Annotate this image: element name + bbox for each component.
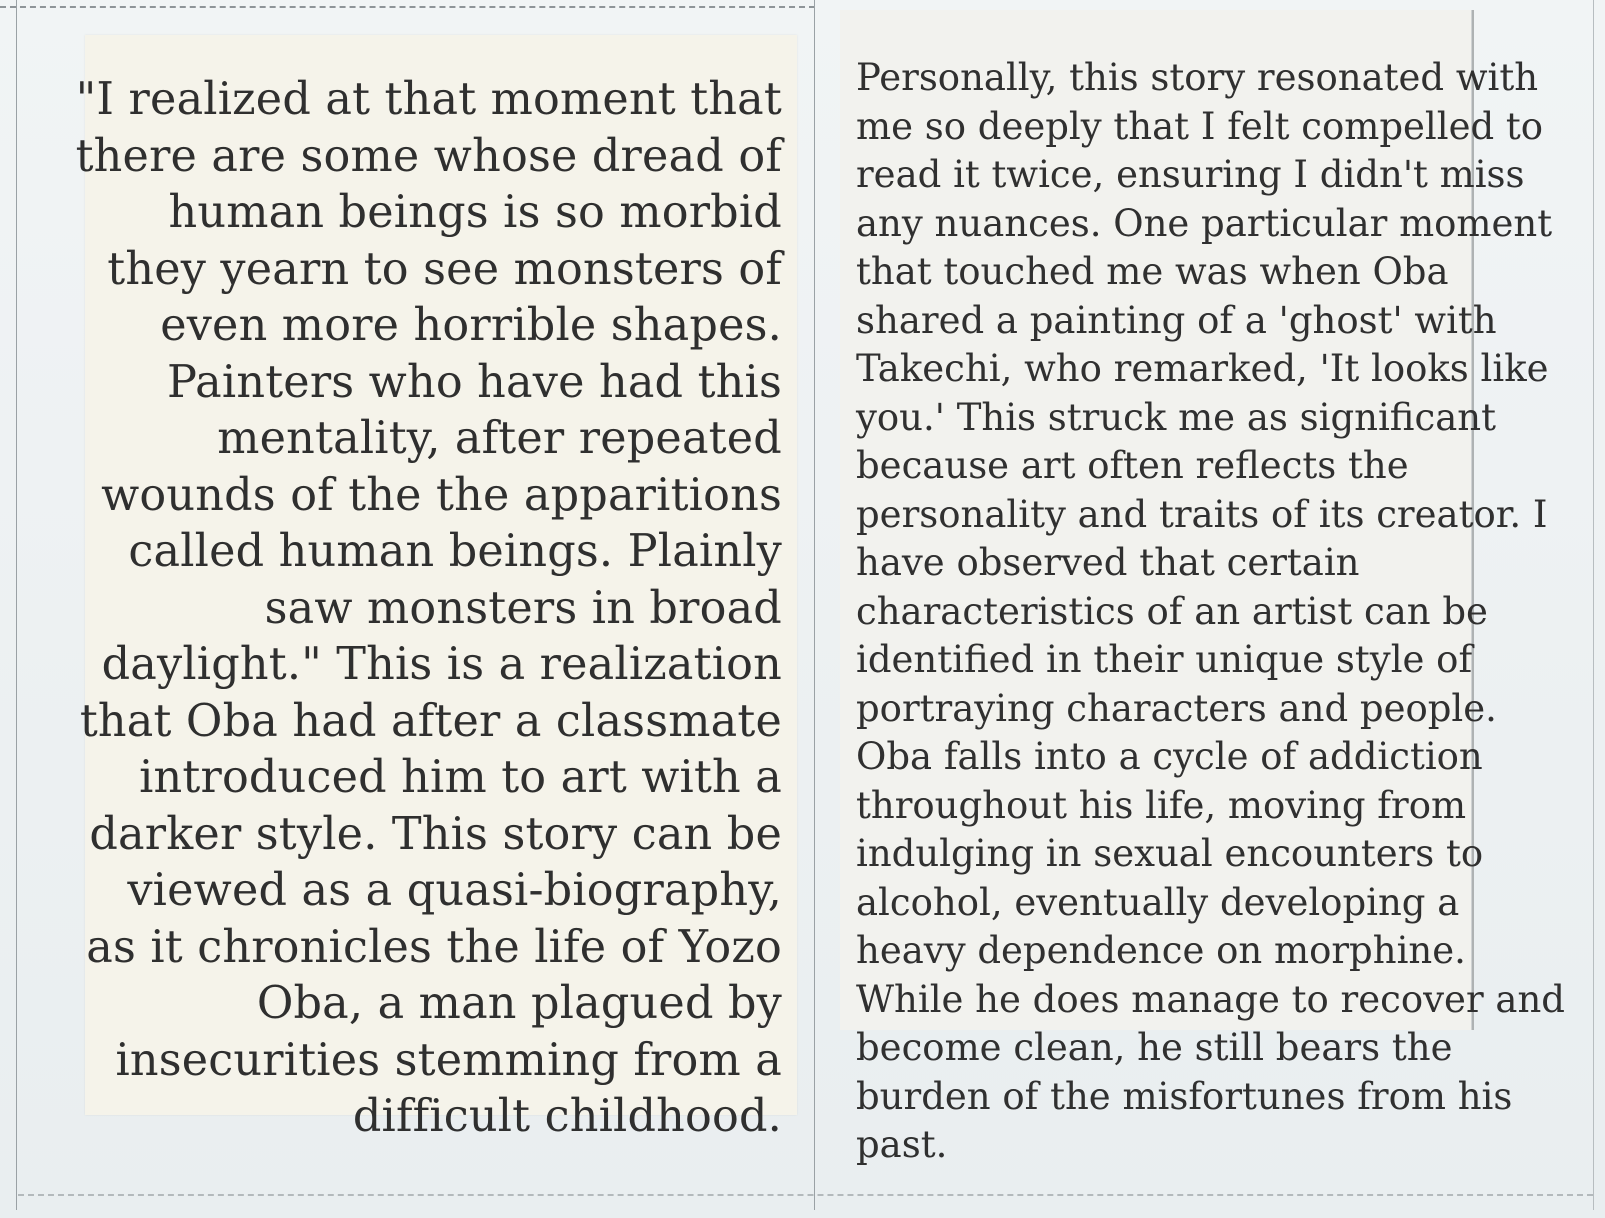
right-text-column: [856, 54, 1596, 1170]
left-text-line: wounds of the the apparitions: [101, 469, 782, 521]
left-text-line: as it chronicles the life of Yozo: [86, 921, 782, 973]
left-text-line: called human beings. Plainly: [128, 526, 782, 577]
left-text-line: saw monsters in broad: [264, 582, 782, 634]
left-text-line: viewed as a quasi-biography,: [127, 865, 782, 916]
right-text-line: alcohol, eventually developing a: [856, 880, 1460, 924]
right-text-line: Takechi, who remarked, 'It looks like: [856, 347, 1549, 390]
left-text-line: insecurities stemming from a: [115, 1034, 782, 1086]
right-text-line: past.: [856, 1123, 948, 1166]
column-divider-line: [814, 0, 815, 1210]
right-text-line: any nuances. One particular moment: [856, 201, 1553, 245]
left-text-line: there are some whose dread of: [75, 130, 782, 182]
right-text-line: While he does manage to recover and: [856, 977, 1565, 1021]
right-text-line: indulging in sexual encounters to: [856, 832, 1484, 875]
right-text-line: personality and traits of its creator. I: [856, 492, 1548, 536]
left-text-line: that Oba had after a classmate: [79, 695, 782, 747]
right-text-line: Oba falls into a cycle of addiction: [856, 735, 1483, 778]
right-text-line: because art often reflects the: [856, 444, 1409, 487]
left-text-column: [52, 72, 782, 1146]
right-text-line: portraying characters and people.: [856, 686, 1497, 730]
left-text-line: human beings is so morbid: [168, 187, 782, 238]
left-border-line: [16, 0, 17, 1210]
left-text-line: Oba, a man plagued by: [256, 978, 782, 1029]
left-text-line: "I realized at that moment that: [75, 74, 782, 125]
right-text-line: you.' This struck me as significant: [856, 395, 1496, 439]
right-text-line: that touched me was when Oba: [856, 250, 1449, 293]
left-text-line: daylight." This is a realization: [101, 639, 782, 690]
right-text-line: identified in their unique style of: [856, 638, 1473, 681]
right-text-line: have observed that certain: [856, 541, 1360, 584]
left-text-line: mentality, after repeated: [217, 413, 782, 464]
top-cut-line: [0, 6, 815, 8]
right-text-line: become clean, he still bears the: [856, 1026, 1453, 1069]
bottom-cut-line: [18, 1194, 1593, 1196]
left-text-line: Painters who have had this: [167, 356, 782, 408]
right-text-line: me so deeply that I felt compelled to: [856, 104, 1544, 148]
left-text-line: they yearn to see monsters of: [107, 243, 782, 295]
right-text-line: Personally, this story resonated with: [856, 56, 1539, 99]
left-text-line: difficult childhood.: [352, 1091, 782, 1142]
right-text-line: characteristics of an artist can be: [856, 589, 1488, 633]
left-text-line: darker style. This story can be: [89, 808, 782, 860]
right-text-line: heavy dependence on morphine.: [856, 929, 1466, 972]
right-text-line: read it twice, ensuring I didn't miss: [856, 153, 1525, 196]
right-text-line: shared a painting of a 'ghost' with: [856, 298, 1497, 342]
left-text-line: even more horrible shapes.: [160, 300, 782, 351]
right-text-line: throughout his life, moving from: [856, 783, 1467, 827]
right-text-line: burden of the misfortunes from his: [856, 1074, 1513, 1118]
left-text-line: introduced him to art with a: [139, 752, 782, 803]
